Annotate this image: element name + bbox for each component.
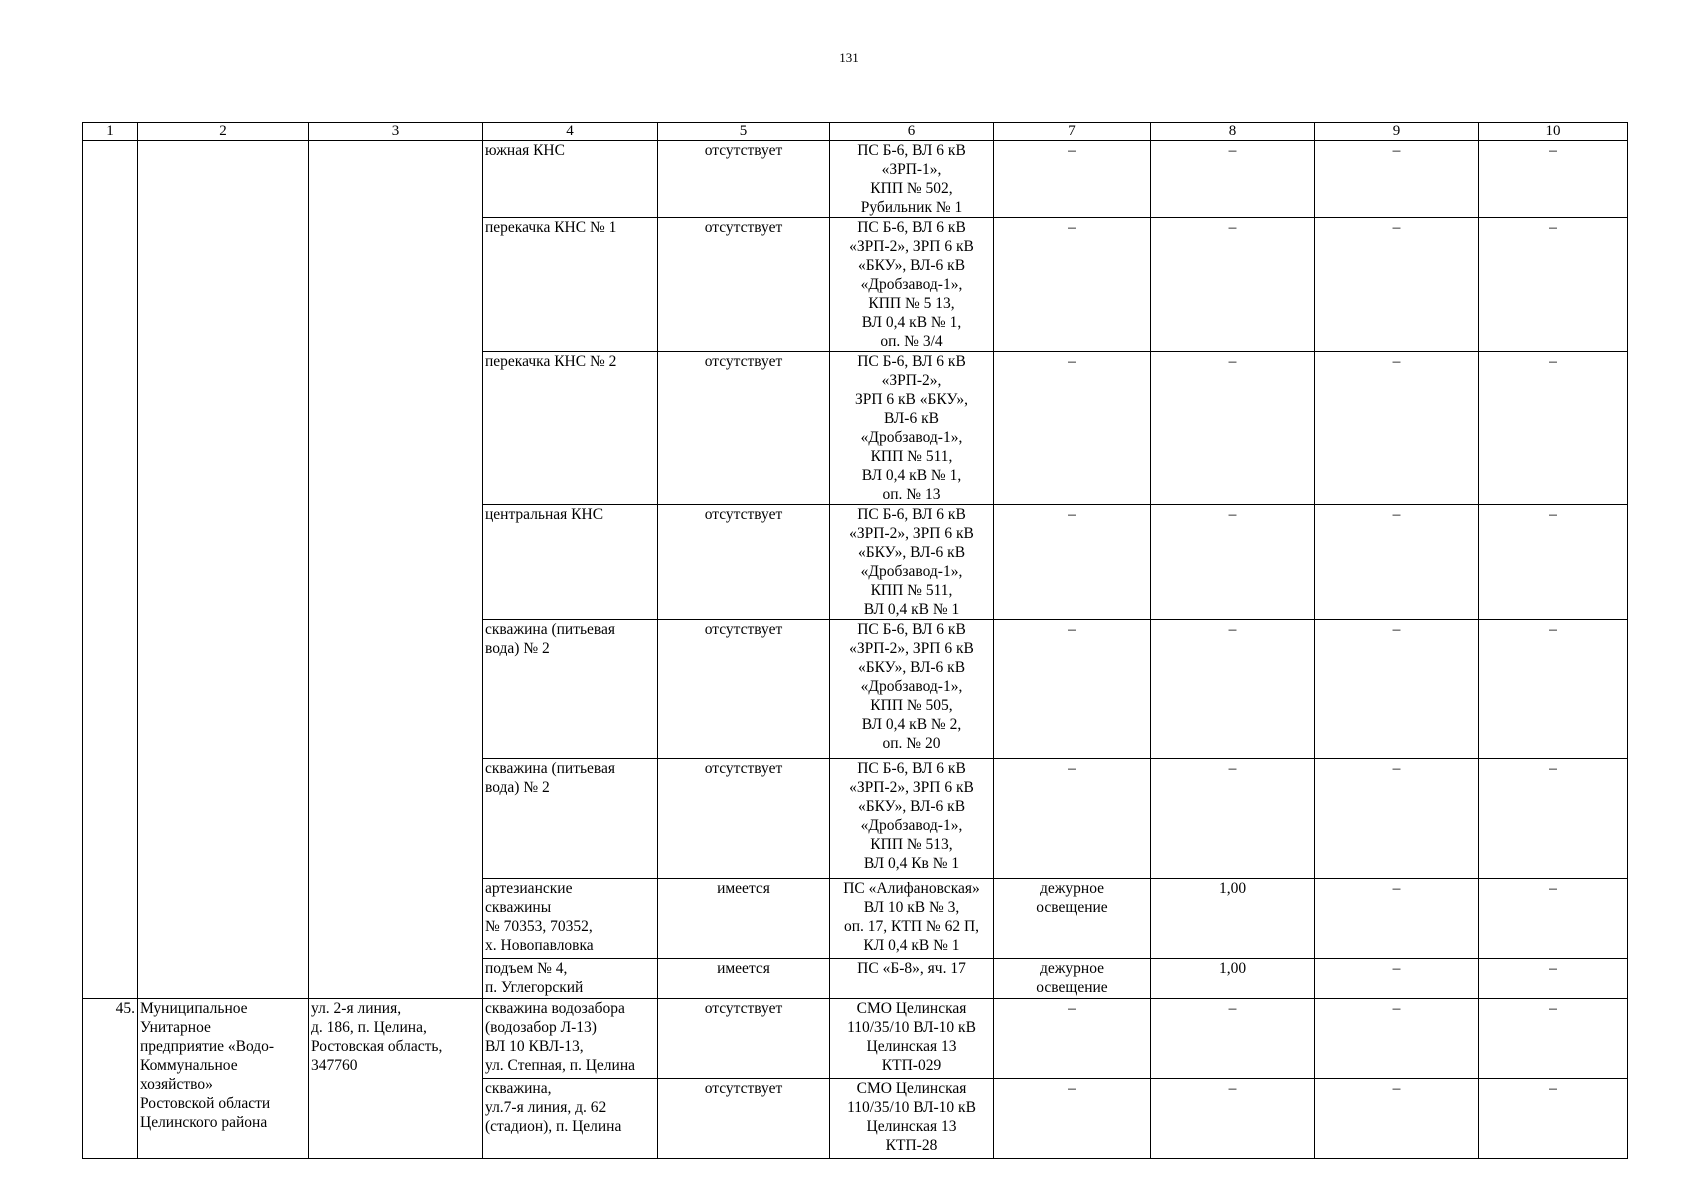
col10-cell: –: [1479, 879, 1628, 959]
col9-cell: –: [1315, 141, 1479, 218]
col7-cell: дежурное освещение: [994, 959, 1151, 999]
power-source-cell: СМО Целинская 110/35/10 ВЛ-10 кВ Целинская 13 КТП-28: [830, 1079, 994, 1159]
column-number: 5: [658, 123, 830, 141]
col8-cell: –: [1151, 505, 1315, 620]
status-cell: отсутствует: [658, 218, 830, 352]
column-number: 9: [1315, 123, 1479, 141]
col8-cell: –: [1151, 1079, 1315, 1159]
status-cell: отсутствует: [658, 141, 830, 218]
object-cell: перекачка КНС № 1: [483, 218, 658, 352]
col8-cell: –: [1151, 352, 1315, 505]
power-source-cell: ПС Б-6, ВЛ 6 кВ «ЗРП-2», ЗРП 6 кВ «БКУ», ВЛ-6 кВ «Дробзавод-1», КПП № 513, ВЛ 0,4 Кв № 1: [830, 759, 994, 879]
status-cell: имеется: [658, 959, 830, 999]
col10-cell: –: [1479, 352, 1628, 505]
object-cell: перекачка КНС № 2: [483, 352, 658, 505]
col8-cell: –: [1151, 141, 1315, 218]
column-number: 4: [483, 123, 658, 141]
col10-cell: –: [1479, 218, 1628, 352]
col10-cell: –: [1479, 959, 1628, 999]
col9-cell: –: [1315, 352, 1479, 505]
column-number: 7: [994, 123, 1151, 141]
org-cell-empty: [138, 141, 309, 999]
address-cell-empty: [309, 141, 483, 999]
column-number: 1: [83, 123, 138, 141]
power-source-cell: СМО Целинская 110/35/10 ВЛ-10 кВ Целинская 13 КТП-029: [830, 999, 994, 1079]
col9-cell: –: [1315, 218, 1479, 352]
col9-cell: –: [1315, 999, 1479, 1079]
col7-cell: –: [994, 620, 1151, 759]
col7-cell: дежурное освещение: [994, 879, 1151, 959]
power-source-cell: ПС Б-6, ВЛ 6 кВ «ЗРП-1», КПП № 502, Рубильник № 1: [830, 141, 994, 218]
col10-cell: –: [1479, 141, 1628, 218]
num-cell-empty: [83, 141, 138, 999]
col7-cell: –: [994, 505, 1151, 620]
col8-cell: –: [1151, 759, 1315, 879]
power-source-cell: ПС Б-6, ВЛ 6 кВ «ЗРП-2», ЗРП 6 кВ «БКУ», ВЛ-6 кВ «Дробзавод-1», КПП № 511, ВЛ 0,4 кВ № 1, оп. № 13: [830, 352, 994, 505]
object-cell: скважина, ул.7-я линия, д. 62 (стадион), п. Целина: [483, 1079, 658, 1159]
power-source-cell: ПС «Б-8», яч. 17: [830, 959, 994, 999]
column-number: 3: [309, 123, 483, 141]
col9-cell: –: [1315, 1079, 1479, 1159]
power-source-cell: ПС Б-6, ВЛ 6 кВ «ЗРП-2», ЗРП 6 кВ «БКУ», ВЛ-6 кВ «Дробзавод-1», КПП № 505, ВЛ 0,4 кВ № 2, оп. № 20: [830, 620, 994, 759]
col8-cell: –: [1151, 218, 1315, 352]
col7-cell: –: [994, 141, 1151, 218]
col10-cell: –: [1479, 999, 1628, 1079]
col9-cell: –: [1315, 879, 1479, 959]
col8-cell: 1,00: [1151, 879, 1315, 959]
column-number: 8: [1151, 123, 1315, 141]
status-cell: отсутствует: [658, 620, 830, 759]
object-cell: центральная КНС: [483, 505, 658, 620]
data-table: [82, 122, 1628, 1159]
table-row: [83, 141, 1628, 218]
organization-name: Муниципальное Унитарное предприятие «Водо- Коммунальное хозяйство» Ростовской области Целинского района: [138, 999, 309, 1159]
status-cell: отсутствует: [658, 1079, 830, 1159]
col9-cell: –: [1315, 759, 1479, 879]
status-cell: отсутствует: [658, 352, 830, 505]
object-cell: артезианские скважины № 70353, 70352, х. Новопавловка: [483, 879, 658, 959]
entry-number: 45.: [83, 999, 138, 1159]
col10-cell: –: [1479, 759, 1628, 879]
col8-cell: –: [1151, 999, 1315, 1079]
col8-cell: 1,00: [1151, 959, 1315, 999]
object-cell: южная КНС: [483, 141, 658, 218]
status-cell: имеется: [658, 879, 830, 959]
column-number-row: [83, 123, 1628, 141]
col7-cell: –: [994, 1079, 1151, 1159]
col10-cell: –: [1479, 1079, 1628, 1159]
col9-cell: –: [1315, 959, 1479, 999]
col7-cell: –: [994, 218, 1151, 352]
organization-address: ул. 2-я линия, д. 186, п. Целина, Ростовская область, 347760: [309, 999, 483, 1159]
column-number: 2: [138, 123, 309, 141]
power-source-cell: ПС «Алифановская» ВЛ 10 кВ № 3, оп. 17, КТП № 62 П, КЛ 0,4 кВ № 1: [830, 879, 994, 959]
col10-cell: –: [1479, 505, 1628, 620]
col8-cell: –: [1151, 620, 1315, 759]
object-cell: скважина (питьевая вода) № 2: [483, 759, 658, 879]
column-number: 10: [1479, 123, 1628, 141]
col10-cell: –: [1479, 620, 1628, 759]
object-cell: скважина (питьевая вода) № 2: [483, 620, 658, 759]
col9-cell: –: [1315, 505, 1479, 620]
object-cell: скважина водозабора (водозабор Л-13) ВЛ 10 КВЛ-13, ул. Степная, п. Целина: [483, 999, 658, 1079]
col9-cell: –: [1315, 620, 1479, 759]
column-number: 6: [830, 123, 994, 141]
col7-cell: –: [994, 352, 1151, 505]
status-cell: отсутствует: [658, 505, 830, 620]
table-row: [83, 999, 1628, 1079]
object-cell: подъем № 4, п. Углегорский: [483, 959, 658, 999]
power-source-cell: ПС Б-6, ВЛ 6 кВ «ЗРП-2», ЗРП 6 кВ «БКУ», ВЛ-6 кВ «Дробзавод-1», КПП № 511, ВЛ 0,4 кВ № 1: [830, 505, 994, 620]
status-cell: отсутствует: [658, 999, 830, 1079]
status-cell: отсутствует: [658, 759, 830, 879]
power-source-cell: ПС Б-6, ВЛ 6 кВ «ЗРП-2», ЗРП 6 кВ «БКУ», ВЛ-6 кВ «Дробзавод-1», КПП № 5 13, ВЛ 0,4 кВ № 1, оп. № 3/4: [830, 218, 994, 352]
page-number: 131: [839, 50, 859, 65]
col7-cell: –: [994, 759, 1151, 879]
col7-cell: –: [994, 999, 1151, 1079]
